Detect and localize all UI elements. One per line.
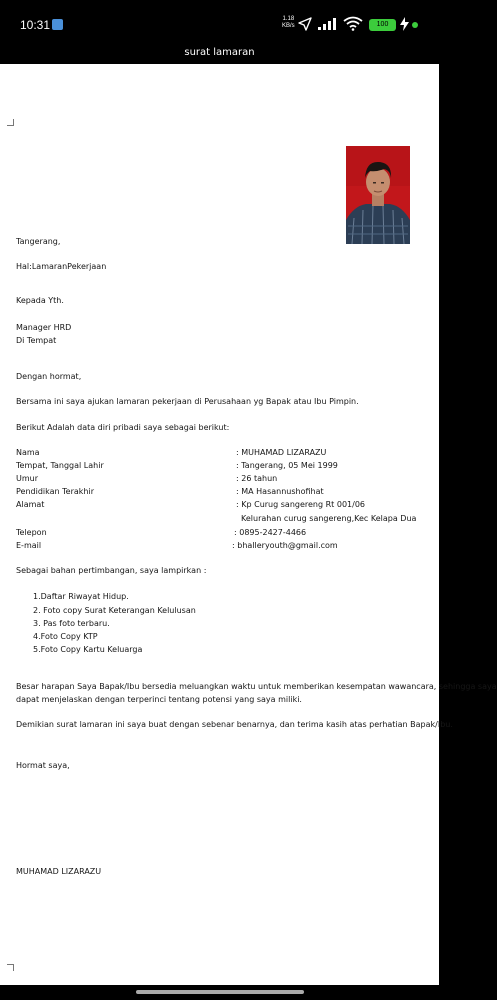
- letter-recipient: Manager HRD: [16, 323, 72, 332]
- regards: Hormat saya,: [16, 761, 70, 770]
- letter-subject: Hal:LamaranPekerjaan: [16, 262, 107, 271]
- attachment-item: 2. Foto copy Surat Keterangan Kelulusan: [33, 606, 196, 615]
- field-label-ttl: Tempat, Tanggal Lahir: [16, 461, 104, 470]
- margin-corner-mark: [7, 119, 14, 126]
- clock: 10:31: [20, 18, 51, 32]
- notification-app-icon: [52, 19, 63, 30]
- network-speed-value: 1.18: [282, 16, 295, 22]
- signal-strength-icon: [318, 18, 338, 30]
- attachment-item: 1.Daftar Riwayat Hidup.: [33, 592, 129, 601]
- letter-location: Di Tempat: [16, 336, 57, 345]
- field-label-email: E-mail: [16, 541, 42, 550]
- field-label-alamat: Alamat: [16, 500, 45, 509]
- field-label-nama: Nama: [16, 448, 40, 457]
- field-label-umur: Umur: [16, 474, 39, 483]
- status-bar: [0, 0, 439, 44]
- attachments-intro: Sebagai bahan pertimbangan, saya lampirkan :: [16, 566, 207, 575]
- field-value-alamat: : Kp Curug sangereng Rt 001/06: [236, 500, 365, 509]
- status-dot-icon: [412, 22, 418, 28]
- attachment-item: 5.Foto Copy Kartu Keluarga: [33, 645, 143, 654]
- letter-data-intro: Berikut Adalah data diri pribadi saya sebagai berikut:: [16, 423, 230, 432]
- charging-bolt-icon: [400, 17, 409, 31]
- document-title: surat lamaran: [0, 44, 439, 64]
- document-page[interactable]: [0, 64, 497, 985]
- battery-indicator: 100: [369, 19, 396, 31]
- field-value-telepon: : 0895-2427-4466: [234, 528, 307, 537]
- field-value-pendidikan: : MA Hasannushofihat: [236, 487, 324, 496]
- attachment-item: 4.Foto Copy KTP: [33, 632, 98, 641]
- network-speed-unit: KB/s: [282, 23, 295, 29]
- field-value-umur: : 26 tahun: [236, 474, 278, 483]
- field-value-ttl: : Tangerang, 05 Mei 1999: [236, 461, 338, 470]
- closing-statement: Demikian surat lamaran ini saya buat dengan sebenar benarnya, dan terima kasih atas perhatian Bapak/Ibu.: [16, 720, 453, 729]
- letter-greeting: Dengan hormat,: [16, 372, 82, 381]
- field-label-telepon: Telepon: [16, 528, 47, 537]
- signature-name: MUHAMAD LIZARAZU: [16, 867, 102, 876]
- field-value-email: : bhalleryouth@gmail.com: [232, 541, 338, 550]
- letter-place: Tangerang,: [16, 237, 61, 246]
- field-value-alamat-2: Kelurahan curug sangereng,Kec Kelapa Dua: [241, 514, 417, 523]
- profile-photo: [346, 146, 410, 244]
- field-label-pendidikan: Pendidikan Terakhir: [16, 487, 94, 496]
- network-speed: [282, 16, 295, 30]
- wifi-icon: [343, 16, 363, 31]
- attachment-item: 3. Pas foto terbaru.: [33, 619, 110, 628]
- navigation-bar: [0, 985, 439, 1000]
- field-value-nama: : MUHAMAD LIZARAZU: [236, 448, 327, 457]
- closing-paragraph-line-2: dapat menjelaskan dengan terperinci tentang potensi yang saya miliki.: [16, 695, 302, 704]
- closing-paragraph-line-1: Besar harapan Saya Bapak/Ibu bersedia meluangkan waktu untuk memberikan kesempatan wawancara, sehingga saya: [16, 682, 497, 691]
- margin-corner-mark: [7, 964, 14, 971]
- letter-to-line: Kepada Yth.: [16, 296, 64, 305]
- navigation-arrow-icon: [298, 17, 312, 31]
- home-indicator[interactable]: [136, 990, 304, 994]
- letter-intro: Bersama ini saya ajukan lamaran pekerjaan di Perusahaan yg Bapak atau Ibu Pimpin.: [16, 397, 359, 406]
